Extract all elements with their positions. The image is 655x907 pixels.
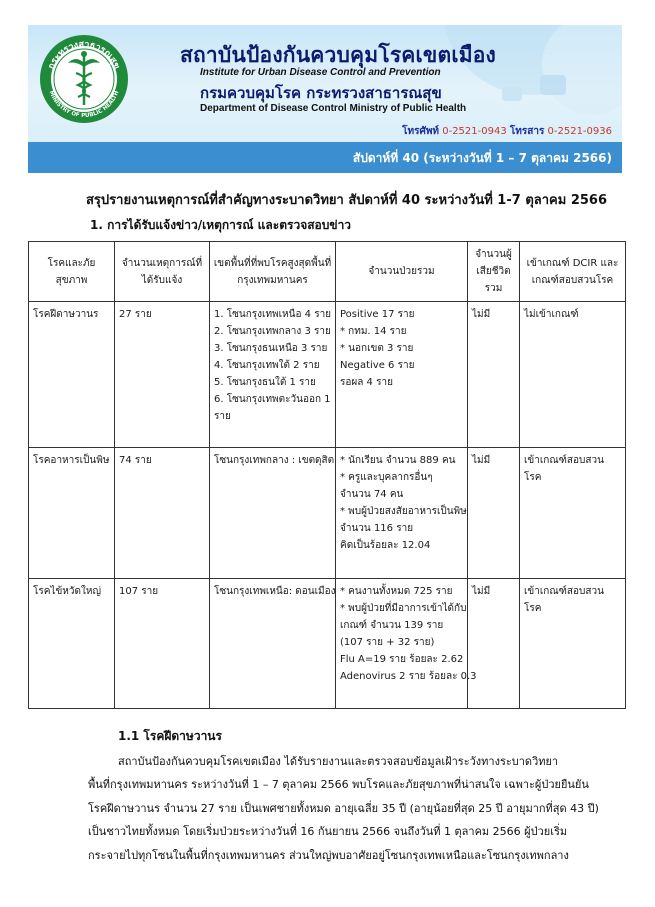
area-item: 1. โซนกรุงเทพเหนือ 4 ราย — [214, 309, 332, 320]
contact-info — [402, 124, 612, 139]
column-header: โรคและภัยสุขภาพ — [29, 242, 115, 302]
subsection-heading: 1.1 โรคฝีดาษวานร — [118, 729, 222, 743]
table-row — [29, 448, 626, 579]
paragraph-line: พื้นที่กรุงเทพมหานคร ระหว่างวันที่ 1 – 7 ตุลาคม 2566 พบโรคและภัยสุขภาพที่น่าสนใจ เฉพาะผู้ป่วยยืนยัน — [88, 778, 589, 792]
case-line: Flu A=19 ราย ร้อยละ 2.62 — [340, 654, 464, 665]
case-line: จำนวน 74 คน — [340, 489, 404, 500]
case-line: * ครูและบุคลากรอื่นๆ — [340, 472, 433, 483]
area-item: 3. โซนกรุงธนเหนือ 3 ราย — [214, 343, 328, 354]
case-line: คิดเป็นร้อยละ 12.04 — [340, 540, 431, 551]
events-table — [28, 241, 626, 709]
case-line: * พบผู้ป่วยที่มีอาการเข้าได้กับ — [340, 603, 467, 614]
events-cell: 27 ราย — [115, 302, 210, 448]
events-cell: 74 ราย — [115, 448, 210, 579]
cases-cell — [336, 448, 468, 579]
criteria-cell: ไม่เข้าเกณฑ์ — [520, 302, 626, 448]
area-item: 4. โซนกรุงเทพใต้ 2 ราย — [214, 360, 320, 371]
week-range: สัปดาห์ที่ 40 (ระหว่างวันที่ 1 – 7 ตุลาคม 2566) — [352, 151, 612, 165]
area-item: โซนกรุงเทพกลาง : เขตดุสิต — [214, 455, 335, 466]
events-cell: 107 ราย — [115, 579, 210, 709]
case-line: * คนงานทั้งหมด 725 ราย — [340, 586, 453, 597]
deaths-cell: ไม่มี — [468, 579, 520, 709]
column-header: จำนวนป่วยรวม — [336, 242, 468, 302]
area-item: โซนกรุงเทพเหนือ: ดอนเมือง — [214, 586, 336, 597]
areas-cell — [210, 448, 336, 579]
ministry-of-public-health-logo-icon — [38, 33, 130, 125]
paragraph-line: สถาบันป้องกันควบคุมโรคเขตเมือง ได้รับรายงานและตรวจสอบข้อมูลเฝ้าระวังทางระบาดวิทยา — [118, 755, 559, 768]
table-header-row — [29, 242, 626, 302]
case-line: * นอกเขต 3 ราย — [340, 343, 414, 354]
department-title-english: Department of Disease Control Ministry of Public Health — [200, 103, 467, 114]
case-line: * นักเรียน จำนวน 889 คน — [340, 455, 456, 466]
paragraph-line: เป็นชาวไทยทั้งหมด โดยเริ่มป่วยระหว่างวันที่ 16 กันยายน 2566 จนถึงวันที่ 1 ตุลาคม 2566 ผู้ป่วยเริ่ม — [88, 825, 568, 839]
table-row — [29, 302, 626, 448]
fax-number: 0-2521-0936 — [547, 126, 612, 137]
week-bar — [28, 142, 622, 173]
institute-title-thai: สถาบันป้องกันควบคุมโรคเขตเมือง — [180, 42, 497, 67]
fax-label: โทรสาร — [509, 126, 545, 137]
logo-bottom-text: MINISTRY OF PUBLIC HEALTH — [47, 90, 121, 120]
area-item: 5. โซนกรุงธนใต้ 1 ราย — [214, 377, 316, 388]
area-item: 2. โซนกรุงเทพกลาง 3 ราย — [214, 326, 331, 337]
phone-number: 0-2521-0943 — [442, 126, 507, 137]
phone-label: โทรศัพท์ — [402, 126, 440, 137]
disease-cell: โรคอาหารเป็นพิษ — [29, 448, 115, 579]
body-paragraph — [88, 750, 599, 867]
paragraph-line: กระจายไปทุกโซนในพื้นที่กรุงเทพมหานคร ส่วนใหญ่พบอาศัยอยู่โซนกรุงเทพเหนือและโซนกรุงเทพกลาง — [88, 848, 569, 862]
case-line: Negative 6 ราย — [340, 360, 415, 371]
column-header: เข้าเกณฑ์ DCIR และเกณฑ์สอบสวนโรค — [520, 242, 626, 302]
case-line: รอผล 4 ราย — [340, 377, 393, 388]
areas-cell — [210, 302, 336, 448]
case-line: * กทม. 14 ราย — [340, 326, 407, 337]
deaths-cell: ไม่มี — [468, 448, 520, 579]
cases-cell — [336, 302, 468, 448]
logo-top-text: กระทรวงสาธารณสุข — [46, 39, 122, 71]
disease-cell: โรคฝีดาษวานร — [29, 302, 115, 448]
section-heading: 1. การได้รับแจ้งข่าว/เหตุการณ์ และตรวจสอบข่าว — [90, 218, 352, 232]
deaths-cell: ไม่มี — [468, 302, 520, 448]
areas-cell — [210, 579, 336, 709]
paragraph-line: โรคฝีดาษวานร จำนวน 27 ราย เป็นเพศชายทั้งหมด อายุเฉลี่ย 35 ปี (อายุน้อยที่สุด 25 ปี อายุมากที่สุด 43 ปี) — [88, 801, 599, 815]
case-line: จำนวน 116 ราย — [340, 523, 414, 534]
table-row — [29, 579, 626, 709]
case-line: เกณฑ์ จำนวน 139 ราย — [340, 620, 444, 631]
criteria-cell: เข้าเกณฑ์สอบสวนโรค — [520, 448, 626, 579]
criteria-cell: เข้าเกณฑ์สอบสวนโรค — [520, 579, 626, 709]
column-header: เขตพื้นที่ที่พบโรคสูงสุดพื้นที่กรุงเทพมหานคร — [210, 242, 336, 302]
case-line: Adenovirus 2 ราย ร้อยละ 0.3 — [340, 671, 477, 682]
column-header: จำนวนเหตุการณ์ที่ได้รับแจ้ง — [115, 242, 210, 302]
disease-cell: โรคไข้หวัดใหญ่ — [29, 579, 115, 709]
header-banner — [28, 25, 622, 173]
case-line: (107 ราย + 32 ราย) — [340, 637, 435, 648]
case-line: Positive 17 ราย — [340, 309, 415, 320]
cases-cell — [336, 579, 477, 709]
case-line: * พบผู้ป่วยสงสัยอาหารเป็นพิษ — [340, 506, 467, 517]
department-title-thai: กรมควบคุมโรค กระทรวงสาธารณสุข — [200, 84, 442, 102]
column-header: จำนวนผู้เสียชีวิตรวม — [468, 242, 520, 302]
document-title: สรุปรายงานเหตุการณ์ที่สำคัญทางระบาดวิทยา สัปดาห์ที่ 40 ระหว่างวันที่ 1-7 ตุลาคม 2566 — [86, 193, 608, 208]
institute-title-english: Institute for Urban Disease Control and Prevention — [200, 67, 441, 78]
area-item: 6. โซนกรุงเทพตะวันออก 1 ราย — [214, 394, 331, 422]
